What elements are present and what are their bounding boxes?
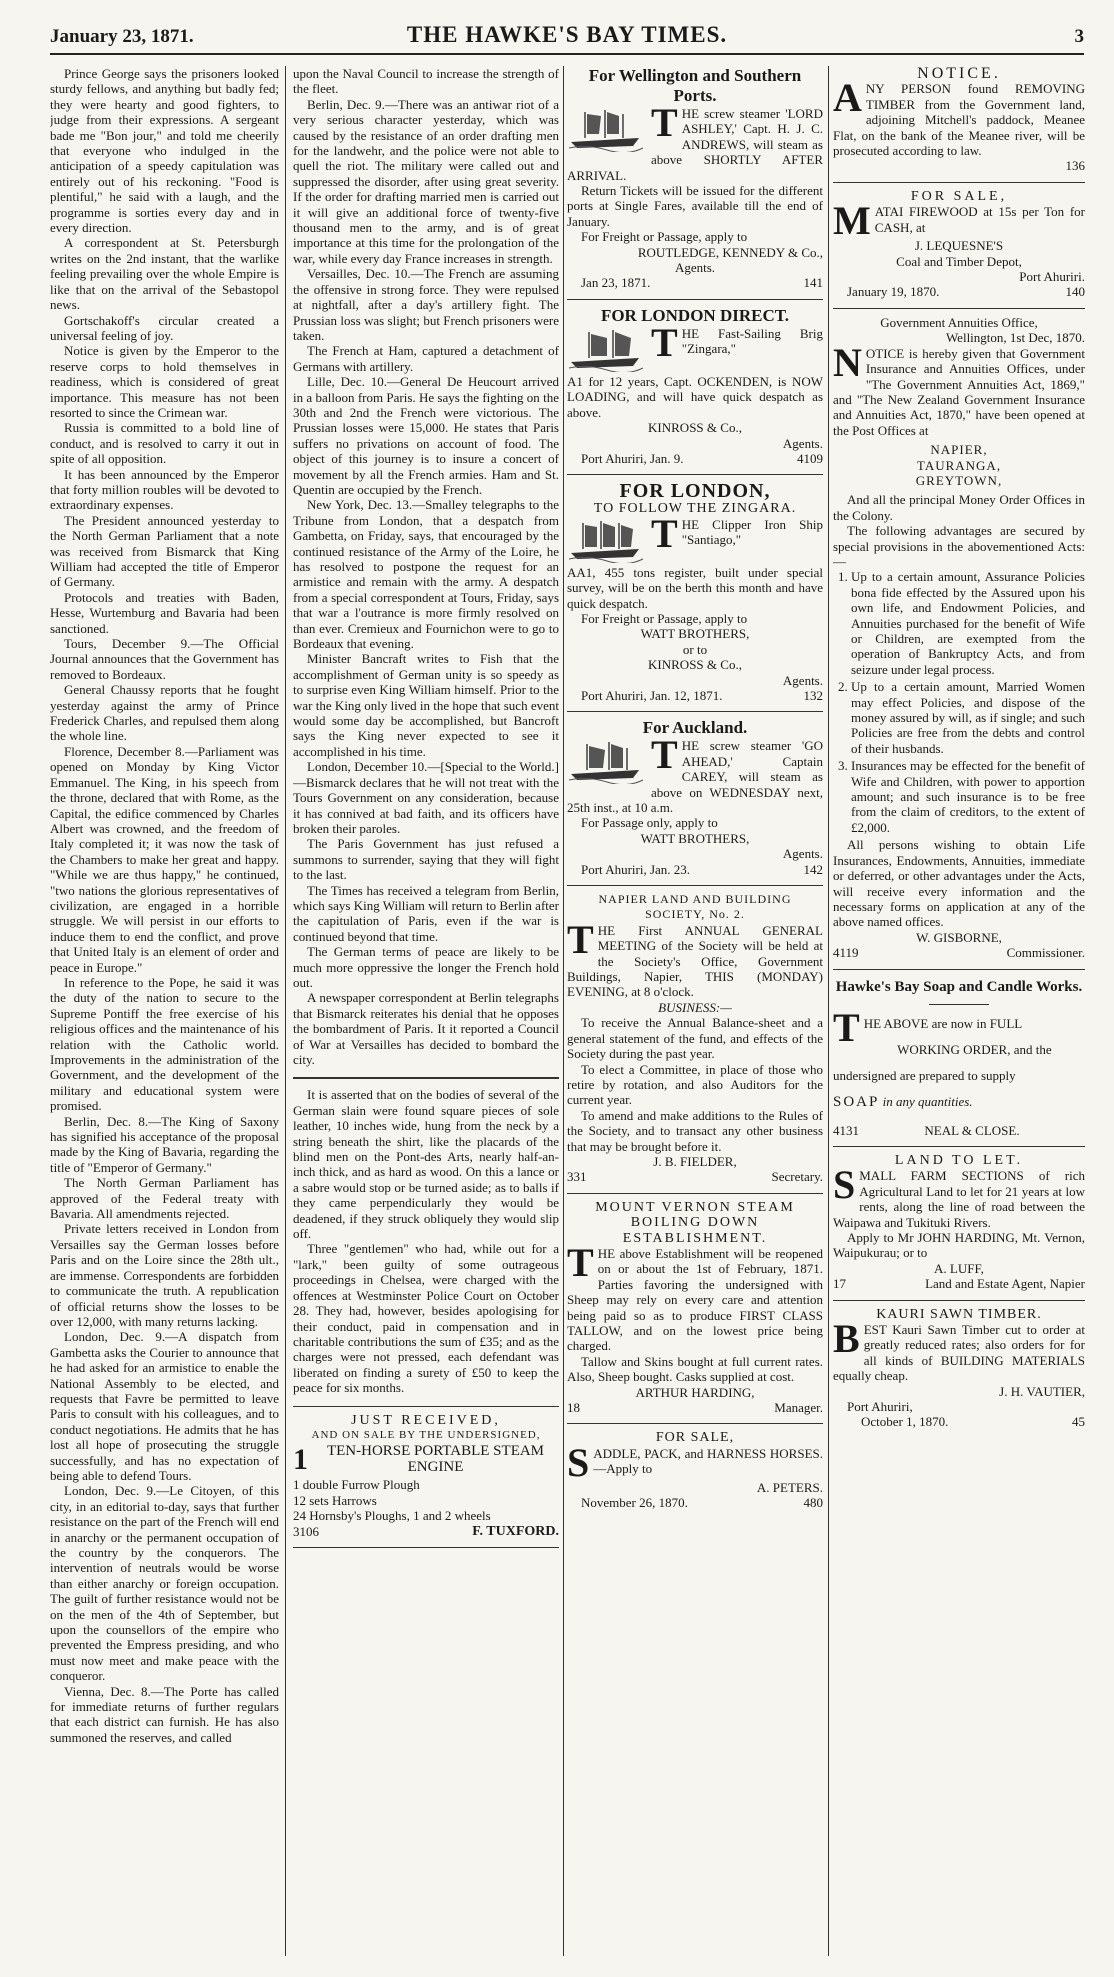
ad-or: or to [682, 641, 708, 657]
article-paragraph: Lille, Dec. 10.—General De Heucourt arrived in a balloon from Paris. He says the fighting on the 30th and 2nd the French were victorious. The Prussian losses were 15,000. He states that Paris suffers no privations on account of food. The object of this journey is to insure a concert of movement by all the French armies. Ham and St. Quentin are occupied by the French. [293, 374, 559, 497]
article-paragraph: A newspaper correspondent at Berlin telegraphs that Bismarck reiterates his denial that he opposes the bombardment of Paris. It it reported a Council of War at Versailles has decided to bombard the city. [293, 990, 559, 1067]
masthead [50, 22, 1084, 55]
ad-text: To elect a Committee, in place of those who retire by rotation, and also Auditors for the current year. [567, 1061, 823, 1108]
article-paragraph: The North German Parliament has approved of the Federal treaty with Bavaria. All amendments rejected. [50, 1175, 279, 1222]
ad-text: AA1, 455 tons register, built under special survey, will be on the berth this month and have quick despatch. [567, 564, 823, 611]
ads-column-4 [833, 66, 1085, 1956]
ad-text: The following advantages are secured by special provisions in the abovementioned Acts:— [833, 523, 1085, 569]
drop-cap: T [833, 1004, 860, 1050]
drop-cap: T [651, 732, 678, 778]
drop-cap: T [567, 916, 594, 962]
drop-cap: N [833, 339, 862, 385]
ad-firewood [833, 183, 1085, 309]
ad-ref: 17 [833, 1276, 846, 1292]
ad-line: in any quantities. [882, 1093, 973, 1109]
ad-item: TEN-HORSE PORTABLE STEAM ENGINE [326, 1443, 545, 1476]
ad-text: A1 for 12 years, Capt. OCKENDEN, is NOW LOADING, and will have quick despatch as above. [567, 373, 823, 420]
ad-heading: FOR SALE, [910, 188, 1008, 204]
divider [929, 1004, 989, 1005]
ad-line: Coal and Timber Depot, [896, 253, 1022, 269]
article-paragraph: The French at Ham, captured a detachment of Germans with artillery. [293, 343, 559, 374]
ad-heading: For Auckland. [642, 718, 748, 738]
ad-agents: Agents. [782, 435, 823, 451]
article-paragraph: London, Dec. 9.—Le Citoyen, of this city, in an editorial to-day, says that further resistance on the part of the French will end in anarchy or the permanent occupation of the country by the conquerors. The intervention of neutrals would be worse than either anarchy or foreign occupation. The guilt of further resistance would not be on the men of the 4th of September, but upon the counsellors of the empire who prevented the Empress presiding, and who must now meet and make peace with the conqueror. [50, 1483, 279, 1684]
article-paragraph: London, Dec. 9.—A dispatch from Gambetta asks the Courier to announce that he had asked for an armistice to enable the National Assembly to be elected, and requests that Favre be permitted to leave Paris to consult with his colleagues, and to conduct negotiations. He admits that he has lost all hope of prosecuting the struggle successfully, and has no expectation of being able to defend Tours. [50, 1329, 279, 1483]
ad-body: HE Clipper Iron Ship "Santiago," [681, 516, 823, 548]
ad-agent: ROUTLEDGE, KENNEDY & Co., [637, 244, 823, 260]
ad-list [851, 569, 1085, 835]
ad-agent: KINROSS & Co., [648, 657, 742, 673]
ad-agent: WATT BROTHERS, [640, 830, 750, 846]
article-paragraph: Vienna, Dec. 8.—The Porte has called for immediate returns of further regulars that each district can furnish. He has also summoned the reserves, and called [50, 1683, 279, 1745]
ad-ref: 4109 [797, 450, 823, 466]
ad-ref: 4131 [833, 1122, 859, 1138]
ad-saddle-horses [567, 1424, 823, 1518]
section-rule [293, 1077, 559, 1079]
ad-text: Return Tickets will be issued for the different ports at Single Fares, available till the end of January. [567, 183, 823, 229]
article-paragraph: A correspondent at St. Petersburgh writes on the 2nd instant, that the warlike feeling prevailing over the whole Empire is like that on the arrival of the Sebastopol news. [50, 235, 279, 313]
ad-agents: Agents. [674, 260, 716, 276]
ad-line: 24 Hornsby's Ploughs, 1 and 2 wheels [293, 1508, 491, 1524]
ad-subheading: AND ON SALE BY THE UNDERSIGNED, [311, 1428, 541, 1441]
ad-ref: 140 [1065, 284, 1085, 300]
ad-heading: FOR LONDON DIRECT. [600, 305, 790, 325]
ad-mount-vernon [567, 1194, 823, 1425]
ad-signer-title: Secretary. [771, 1169, 823, 1185]
ad-signer: ARTHUR HARDING, [635, 1384, 755, 1400]
ad-date: Wellington, 1st Dec, 1870. [945, 330, 1085, 346]
ad-text: For Passage only, apply to [581, 815, 718, 831]
ad-text: To receive the Annual Balance-sheet and a general statement of the fund, and effects of the Society during the past year. [567, 1015, 823, 1062]
news-column-2 [293, 66, 559, 1956]
ad-body: HE Fast-Sailing Brig "Zingara," [681, 325, 823, 357]
drop-cap: S [833, 1162, 856, 1208]
ad-place: NAPIER, [930, 442, 988, 458]
ad-ref: 3106 [293, 1523, 319, 1539]
ad-signer-title: Land and Estate Agent, Napier [925, 1276, 1085, 1292]
article-paragraph: In reference to the Pope, he said it was the duty of the nation to secure to the Supreme Pontiff the free exercise of his religious offices and the maintenance of his relation with the Catholic world. Improvements in the administration of the Government, and the development of the military and educational system were promised. [50, 974, 279, 1114]
ad-kauri-timber [833, 1301, 1085, 1438]
ad-text: Tallow and Skins bought at full current rates. Also, Sheep bought. Casks supplied at cost. [567, 1353, 823, 1385]
ad-office: Government Annuities Office, [880, 314, 1038, 330]
article-paragraph: Tours, December 9.—The Official Journal announces that the Government has removed to Bordeaux. [50, 636, 279, 682]
column-rule [285, 66, 286, 1956]
ad-ref: 331 [567, 1169, 587, 1185]
ad-heading: LAND TO LET. [894, 1152, 1024, 1168]
ad-annuities [833, 309, 1085, 970]
ad-line: undersigned are prepared to supply [833, 1067, 1016, 1083]
ad-body: HE screw steamer 'LORD ASHLEY,' Capt. H. J. C. ANDREWS, will steam as above SHORTLY AFTER ARRIVAL. [567, 106, 823, 183]
ad-ref: 480 [803, 1495, 823, 1511]
ad-date: Jan 23, 1871. [581, 275, 651, 291]
ad-signer: A. PETERS. [756, 1479, 823, 1495]
drop-cap: T [651, 100, 678, 145]
ad-signer: F. TUXFORD. [472, 1523, 559, 1539]
article-paragraph: Protocols and treaties with Baden, Hesse, Wurtemburg and Bavaria had been sanctioned. [50, 589, 279, 636]
ad-name: J. LEQUESNE'S [914, 238, 1004, 254]
ad-ref: 4119 [833, 945, 859, 961]
ad-signer: J. H. VAUTIER, [999, 1383, 1085, 1399]
ad-body: HE above Establishment will be reopened on or about the 1st of February, 1871. Parties favoring the undersigned with Sheep may rely on every care and attention being paid so as to produce FIRST CLASS TALLOW, and on the lowest price being charged. [567, 1245, 823, 1354]
article-paragraph: upon the Naval Council to increase the strength of the fleet. [293, 66, 559, 97]
ad-signer-title: Manager. [774, 1400, 823, 1416]
drop-cap: T [651, 510, 678, 556]
ad-heading: FOR SALE, [655, 1430, 735, 1446]
ad-building-society [567, 886, 823, 1194]
ads-column-3 [567, 66, 823, 1956]
ad-heading: JUST RECEIVED, [351, 1412, 501, 1428]
drop-cap: S [567, 1439, 590, 1485]
ad-ref: 45 [1072, 1414, 1085, 1430]
ad-london [567, 475, 823, 712]
drop-cap: B [833, 1316, 860, 1361]
ship-icon [567, 740, 645, 784]
ad-signer-title: Commissioner. [1006, 945, 1085, 961]
ad-line: WORKING ORDER, and the [897, 1041, 1052, 1057]
ad-ref: 141 [803, 275, 823, 291]
ship-icon [567, 328, 645, 372]
ad-notice [833, 66, 1085, 183]
article-paragraph: New York, Dec. 13.—Smalley telegraphs to the Tribune from London, that a despatch from Gambetta, on Friday, says, that encouraged by the continued resistance of the Army of the Loire, he has resolved to postpone the request for an armistice and remain with the army. A despatch from a special correspondent at Tours, Friday, says that war a l'outrance is more firmly resolved on than ever. Cremieux and Fournichon were to go to Bordeaux that evening. [293, 497, 559, 652]
list-item: 1. Up to a certain amount, Assurance Policies bona fide effected by the Assured upon his own life, and Endowment Policies, and Annuities purchased for the benefit of Wife or Children, are exempted from the operation of Bankruptcy Acts, and from seizure under legal process. [851, 569, 1085, 677]
ad-heading: NOTICE. [917, 66, 1001, 82]
article-paragraph: Russia is committed to a bold line of conduct, and is resolved to carry it out in spite of all opposition. [50, 420, 279, 467]
ad-agents: Agents. [782, 846, 823, 862]
ad-body: NY PERSON found REMOVING TIMBER from the Government land, adjoining Mitchell's paddock, Meanee Flat, on the bank of the Meanee river, will be prosecuted according to law. [833, 81, 1085, 159]
ad-ref: 132 [803, 687, 823, 703]
ad-date: Port Ahuriri, Jan. 12, 1871. [581, 687, 723, 703]
ad-date: Port Ahuriri, Jan. 9. [581, 450, 684, 466]
drop-cap: T [567, 1239, 594, 1285]
article-paragraph: Gortschakoff's circular created a universal feeling of joy. [50, 312, 279, 343]
column-rule [828, 66, 829, 1956]
article-paragraph: Versailles, Dec. 10.—The French are assuming the offensive in strong force. They were repulsed at nightfall, after a day's artillery fight. The Prussian loss was slight; but French prisoners were taken. [293, 266, 559, 343]
ad-text: And all the principal Money Order Offices in the Colony. [833, 492, 1085, 523]
ad-signer: J. B. FIELDER, [653, 1153, 737, 1169]
ad-heading: NAPIER LAND AND BUILDING SOCIETY, No. 2. [598, 892, 792, 922]
article-paragraph: Berlin, Dec. 9.—There was an antiwar riot of a very serious character yesterday, which was caused by the resistance of an order drafting men for the landwehr, and the police were not able to quell the riot. The military were called out and suppressed the disorder, after using great severity. If the order for drafting married men is carried out it will give an additional force of twenty-five thousand men to the army, and is of great importance at this time for the prolongation of the war, while every day France increases in strength. [293, 96, 559, 266]
ad-signer: NEAL & CLOSE. [924, 1122, 1020, 1138]
article-paragraph: Berlin, Dec. 8.—The King of Saxony has signified his acceptance of the proposal made by the King of Bavaria, regarding the title of "Emperor of Germany." [50, 1113, 279, 1175]
ad-place: GREYTOWN, [915, 472, 1003, 488]
ad-body: EST Kauri Sawn Timber cut to order at greatly reduced rates; also orders for for all kinds of BUILDING MATERIALS equally cheap. [833, 1322, 1085, 1384]
ad-signer: A. LUFF, [934, 1260, 984, 1276]
article-paragraph: London, December 10.—[Special to the World.]—Bismarck declares that he will not treat with the Tours Government on any consideration, because it has connived at bad faith, and its officers have broken their paroles. [293, 759, 559, 836]
article-paragraph: The Paris Government has just refused a summons to surrender, saying that they will fight to the last. [293, 836, 559, 883]
ad-product: SOAP [833, 1093, 880, 1110]
ad-auckland [567, 712, 823, 886]
article-paragraph: General Chaussy reports that he fought yesterday against the army of Prince Frederick Charles, and repulsed them along the whole line. [50, 682, 279, 744]
ad-text: Apply to Mr JOHN HARDING, Mt. Vernon, Waipukurau; or to [833, 1229, 1085, 1261]
page-number: 3 [1074, 26, 1084, 47]
ad-date: October 1, 1870. [861, 1414, 949, 1430]
ad-line: Port Ahuriri, [847, 1399, 913, 1415]
ad-line: HE ABOVE are now in FULL [863, 1015, 1023, 1031]
ad-agent: KINROSS & Co., [648, 420, 742, 436]
ad-agents: Agents. [782, 672, 823, 688]
ad-heading: FOR LONDON, [619, 480, 771, 503]
ad-ref: 136 [1065, 158, 1085, 174]
list-item: 2. Up to a certain amount, Married Women may effect Policies, and dispose of the money assured by will, as if single; and such Policies are free from the debts and control of their husbands. [851, 679, 1085, 756]
article-paragraph: Notice is given by the Emperor to the reserve corps to hold themselves in readiness, which is considered of great importance. This measure has not been resorted to since the Crimean war. [50, 343, 279, 420]
ad-body: HE screw steamer 'GO AHEAD,' Captain CAREY, will steam as above on WEDNESDAY next, 25th inst., at 10 a.m. [567, 738, 823, 815]
ad-date: January 19, 1870. [847, 284, 940, 300]
ad-land-to-let [833, 1147, 1085, 1301]
ad-just-received [293, 1406, 559, 1548]
drop-cap: A [833, 75, 862, 121]
ad-heading: For Wellington and Southern Ports. [588, 66, 802, 105]
ad-body: MALL FARM SECTIONS of rich Agricultural Land to let for 21 years at low rents, along the line of road between the Waipawa and Tukituki Rivers. [833, 1168, 1085, 1230]
article-paragraph: It has been announced by the Emperor that forty million roubles will be devoted to extraordinary expenses. [50, 466, 279, 513]
ad-soap-works [833, 970, 1085, 1147]
ad-date: November 26, 1870. [581, 1495, 688, 1511]
article-paragraph: The President announced yesterday to the North German Parliament that a note was received from Bismarck that King William had accepted the title of Emperor of Germany. [50, 512, 279, 590]
newspaper-title: THE HAWKE'S BAY TIMES. [406, 22, 728, 47]
ad-heading: Hawke's Bay Soap and Candle Works. [835, 978, 1083, 995]
ad-text: All persons wishing to obtain Life Insurances, Endowments, Annuities, immediate or deferred, or other advantages under the Acts, will receive every information and the necessary forms on application at any of the above named offices. [833, 837, 1085, 930]
drop-cap: T [651, 319, 678, 365]
article-paragraph: Minister Bancraft writes to Fish that the accomplishment of German unity is so speedy as to surprise even King William himself. Prior to the war the King only lived in the hope that such event would some day be accomplished, but Bancroft says the King never expected to see it accomplished in his time. [293, 651, 559, 759]
article-paragraph: Prince George says the prisoners looked sturdy fellows, and anything but badly fed; they were hearty and good fighters, to judge from their expressions. A sergeant bade me "Bon jour," and told me cheerily that everyone who indulged in the anticipation of a speedy capitulation was entirely out of his reckoning. "Food is plentiful," he said with a laugh, and the programme is sorties every day and in every direction. [50, 66, 279, 236]
ad-wellington [567, 66, 823, 300]
ad-ref: 142 [803, 861, 823, 877]
article-paragraph: The Times has received a telegram from Berlin, which says King William will return to Berlin after the capitulation of Paris, even if the war is continued beyond that time. [293, 882, 559, 944]
drop-cap: M [833, 198, 871, 244]
ad-text: For Freight or Passage, apply to [581, 610, 748, 626]
article-paragraph: The German terms of peace are likely to be much more oppressive the longer the French hold out. [293, 944, 559, 990]
issue-date: January 23, 1871. [50, 26, 194, 47]
ad-line: Port Ahuriri. [1019, 269, 1085, 285]
article-paragraph: Florence, December 8.—Parliament was opened on Monday by King Victor Emmanuel. The King, in his speech from the throne, declared that with Rome, as the Capital, the edifice commenced by Charles Albert was crowned, and the freedom of Italy completed it; it was now the task of the Chambers to make her great and happy. "While we are thus happy," he continued, "two nations the glorious representatives of civilization, are engaged in a horrible struggle. We will persist in our efforts to induce them to end the conflict, and prove that United Italy is an element of order and peace in Europe." [50, 743, 279, 975]
ad-place: TAURANGA, [916, 457, 1002, 473]
ad-subheading: TO FOLLOW THE ZINGARA. [593, 501, 797, 517]
column-rule [563, 66, 564, 1956]
news-column-1 [50, 66, 279, 1956]
article-paragraph: Private letters received in London from Versailles say the German losses before Paris and on the Loire since the 28th ult., are immense. Correspondents are forbidden to communicate the truth. A republication of official returns show the losses to be over 12,000, with many returns lacking. [50, 1221, 279, 1329]
ad-heading: KAURI SAWN TIMBER. [876, 1306, 1042, 1322]
ad-text: For Freight or Passage, apply to [581, 229, 748, 245]
ad-heading: MOUNT VERNON STEAM BOILING DOWN ESTABLISHMENT. [595, 1199, 795, 1246]
ship-icon [567, 519, 645, 563]
ad-london-direct [567, 300, 823, 475]
ad-signer: W. GISBORNE, [916, 929, 1002, 945]
ad-line: 1 double Furrow Plough [293, 1477, 420, 1493]
ad-body: HE First ANNUAL GENERAL MEETING of the Society will be held at the Society's Office, Government Buildings, Napier, THIS (MONDAY) EVENING, at 8 o'clock. [567, 922, 823, 1000]
ship-icon [567, 108, 645, 152]
ad-number: 1 [293, 1443, 308, 1477]
article-paragraph: Three "gentlemen" who had, while out for a "lark," been guilty of some outrageous proceedings in Chelsea, were charged with the offences at Westminster Police Court on October 28. They had, however, besides apologising for their conduct, paid in compensation and in charitable contributions the sum of £35; and as the charges were not pressed, each defendant was liberated on finding a surety of £50 to keep the peace for six months. [293, 1241, 559, 1396]
list-item: 3. Insurances may be effected for the benefit of Wife and Children, with power to apportion amount; and such insurance is to be free from the claim of creditors, to the extent of £2,000. [851, 758, 1085, 835]
ad-ref: 18 [567, 1400, 580, 1416]
article-paragraph: It is asserted that on the bodies of several of the German slain were found square pieces of sole leather, 10 inches wide, hung from the neck by a string beneath the shirt, like the placards of the blind men on the Pont-des Arts, nearly half-an-inch thick, and as hard as wood. On this a lance or a sabre would stop or be turned aside; as to balls if they came perpendicularly they would be deadened, if they struck obliquely they would slip off. [293, 1087, 559, 1242]
ad-body: OTICE is hereby given that Government Insurance and Annuities Offices, under "The Government Annuities Act, 1869," and "The New Zealand Government Insurance and Annuities Act, 1870," have been opened at the Post Offices at [833, 345, 1085, 438]
ad-text: To amend and make additions to the Rules of the Society, and to transact any other business that may be brought before it. [567, 1107, 823, 1154]
ad-line: 12 sets Harrows [293, 1492, 377, 1508]
ad-date: Port Ahuriri, Jan. 23. [581, 861, 691, 877]
ad-body: ATAI FIREWOOD at 15s per Ton for CASH, at [874, 204, 1085, 235]
ad-agent: WATT BROTHERS, [640, 626, 750, 642]
ad-body: ADDLE, PACK, and HARNESS HORSES.—Apply to [593, 1445, 823, 1477]
ad-business: BUSINESS:— [658, 999, 732, 1015]
